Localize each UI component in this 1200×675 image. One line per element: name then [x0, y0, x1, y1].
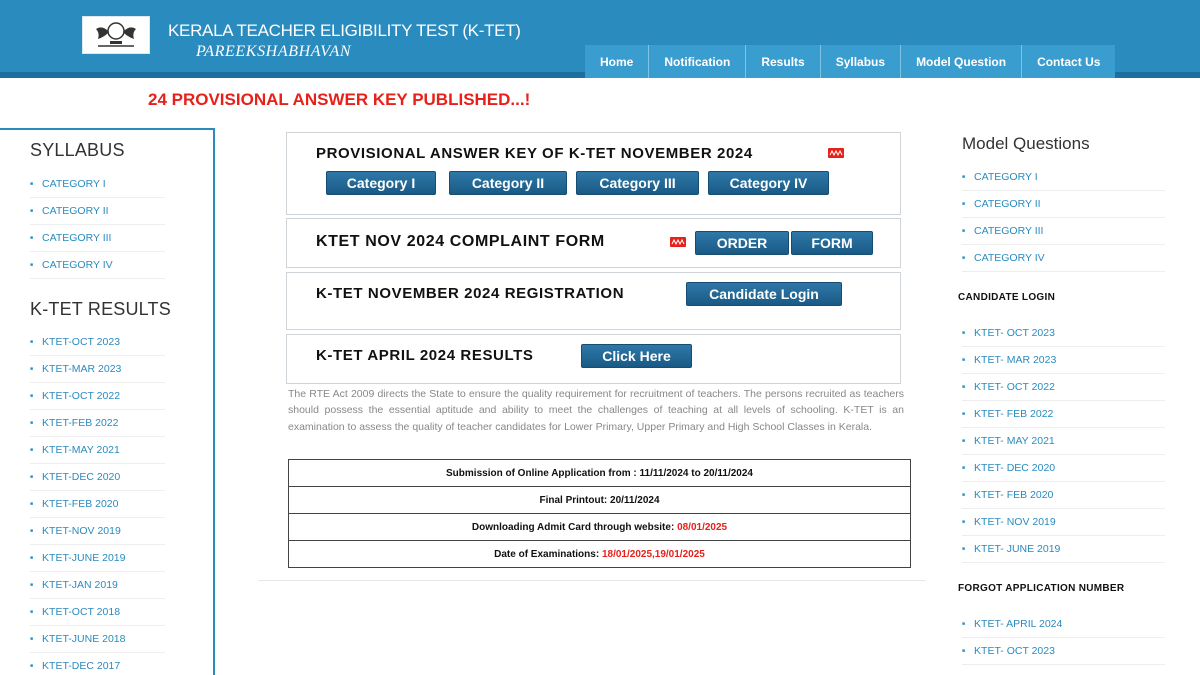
nav-syllabus[interactable]: Syllabus: [820, 45, 900, 78]
nav-contact-us[interactable]: Contact Us: [1021, 45, 1115, 78]
sidebar-item-model[interactable]: ■ CATEGORY I: [962, 164, 1165, 191]
forgot-application-heading: FORGOT APPLICATION NUMBER: [958, 583, 1125, 594]
table-cell: Final Printout: 20/11/2024: [289, 487, 911, 514]
sidebar-item-result[interactable]: ■ KTET-DEC 2020: [30, 464, 165, 491]
table-cell: Submission of Online Application from : 11/11/2024 to 20/11/2024: [289, 460, 911, 487]
new-badge-icon: [828, 148, 844, 158]
sidebar-item-result[interactable]: ■ KTET-MAY 2021: [30, 437, 165, 464]
sidebar-item-syllabus[interactable]: ■ CATEGORY II: [30, 198, 165, 225]
sidebar-item-result[interactable]: ■ KTET-JUNE 2019: [30, 545, 165, 572]
nav-model-question[interactable]: Model Question: [900, 45, 1021, 78]
main-nav: [585, 45, 1115, 78]
sidebar-item-login[interactable]: ■ KTET- FEB 2022: [962, 401, 1165, 428]
site-subtitle: PAREEKSHABHAVAN: [196, 43, 352, 60]
sidebar-item-model[interactable]: ■ CATEGORY III: [962, 218, 1165, 245]
sidebar-item-result[interactable]: ■ KTET-OCT 2022: [30, 383, 165, 410]
sidebar-item-result[interactable]: ■ KTET-FEB 2020: [30, 491, 165, 518]
table-row: [289, 487, 911, 514]
answer-key-title: PROVISIONAL ANSWER KEY OF K-TET NOVEMBER 2024: [316, 145, 753, 162]
sidebar-item-forgot[interactable]: ■ KTET- OCT 2023: [962, 638, 1165, 665]
about-paragraph: The RTE Act 2009 directs the State to ensure the quality requirement for recruitment of teachers. The persons recruited as teachers should possess the essential aptitude and ability to meet the challenges of teaching at all levels of schooling. K-TET is an examination to assess the quality of teacher candidates for Lower Primary, Upper Primary and High School Classes in Kerala.: [288, 388, 904, 433]
registration-panel: [286, 272, 901, 330]
sidebar-item-result[interactable]: ■ KTET-JAN 2019: [30, 572, 165, 599]
results-heading: K-TET RESULTS: [30, 299, 171, 319]
schedule-table: [288, 459, 911, 568]
candidate-login-list: [962, 320, 1165, 563]
results-title: K-TET APRIL 2024 RESULTS: [316, 347, 534, 364]
click-here-button[interactable]: Click Here: [581, 344, 692, 368]
sidebar-item-result[interactable]: ■ KTET-OCT 2023: [30, 329, 165, 356]
complaint-title: KTET NOV 2024 COMPLAINT FORM: [316, 233, 605, 250]
category-1-button[interactable]: Category I: [326, 171, 436, 195]
results-panel: [286, 334, 901, 384]
sidebar-item-result[interactable]: ■ KTET-OCT 2018: [30, 599, 165, 626]
answer-key-panel: [286, 132, 901, 215]
forgot-application-list: [962, 611, 1165, 665]
table-cell: Downloading Admit Card through website: 08/01/2025: [289, 514, 911, 541]
kerala-emblem-icon[interactable]: [82, 16, 150, 54]
table-cell: Date of Examinations: 18/01/2025,19/01/2025: [289, 541, 911, 568]
sidebar-item-syllabus[interactable]: ■ CATEGORY I: [30, 171, 165, 198]
sidebar-item-login[interactable]: ■ KTET- DEC 2020: [962, 455, 1165, 482]
new-badge-icon: [670, 237, 686, 247]
category-4-button[interactable]: Category IV: [708, 171, 829, 195]
table-row: [289, 514, 911, 541]
model-questions-heading: Model Questions: [962, 134, 1090, 153]
nav-results[interactable]: Results: [745, 45, 819, 78]
sidebar-item-model[interactable]: ■ CATEGORY IV: [962, 245, 1165, 272]
candidate-login-button[interactable]: Candidate Login: [686, 282, 842, 306]
sidebar-item-login[interactable]: ■ KTET- JUNE 2019: [962, 536, 1165, 563]
news-marquee[interactable]: 24 PROVISIONAL ANSWER KEY PUBLISHED...!: [148, 90, 531, 109]
sidebar-item-result[interactable]: ■ KTET-JUNE 2018: [30, 626, 165, 653]
sidebar-item-syllabus[interactable]: ■ CATEGORY III: [30, 225, 165, 252]
order-button[interactable]: ORDER: [695, 231, 789, 255]
sidebar-item-login[interactable]: ■ KTET- MAR 2023: [962, 347, 1165, 374]
sidebar-item-result[interactable]: ■ KTET-DEC 2017: [30, 653, 165, 675]
complaint-panel: [286, 218, 901, 268]
sidebar-item-login[interactable]: ■ KTET- MAY 2021: [962, 428, 1165, 455]
site-title: KERALA TEACHER ELIGIBILITY TEST (K-TET): [168, 21, 521, 40]
results-list: [30, 329, 165, 675]
category-2-button[interactable]: Category II: [449, 171, 567, 195]
sidebar-item-login[interactable]: ■ KTET- OCT 2023: [962, 320, 1165, 347]
model-questions-list: [962, 164, 1165, 272]
sidebar-item-result[interactable]: ■ KTET-NOV 2019: [30, 518, 165, 545]
nav-home[interactable]: Home: [585, 45, 648, 78]
sidebar-item-login[interactable]: ■ KTET- OCT 2022: [962, 374, 1165, 401]
syllabus-heading: SYLLABUS: [30, 140, 125, 160]
sidebar-item-forgot[interactable]: ■ KTET- APRIL 2024: [962, 611, 1165, 638]
sidebar-item-login[interactable]: ■ KTET- NOV 2019: [962, 509, 1165, 536]
sidebar-item-model[interactable]: ■ CATEGORY II: [962, 191, 1165, 218]
nav-notification[interactable]: Notification: [648, 45, 745, 78]
left-sidebar: [0, 128, 215, 675]
form-button[interactable]: FORM: [791, 231, 873, 255]
candidate-login-heading: CANDIDATE LOGIN: [958, 292, 1056, 303]
sidebar-item-result[interactable]: ■ KTET-FEB 2022: [30, 410, 165, 437]
table-row: [289, 460, 911, 487]
site-header: [0, 0, 1200, 78]
content-divider: [258, 580, 926, 581]
sidebar-item-login[interactable]: ■ KTET- FEB 2020: [962, 482, 1165, 509]
registration-title: K-TET NOVEMBER 2024 REGISTRATION: [316, 285, 625, 302]
category-3-button[interactable]: Category III: [576, 171, 699, 195]
sidebar-item-syllabus[interactable]: ■ CATEGORY IV: [30, 252, 165, 279]
sidebar-item-result[interactable]: ■ KTET-MAR 2023: [30, 356, 165, 383]
table-row: [289, 541, 911, 568]
syllabus-list: [30, 171, 165, 279]
